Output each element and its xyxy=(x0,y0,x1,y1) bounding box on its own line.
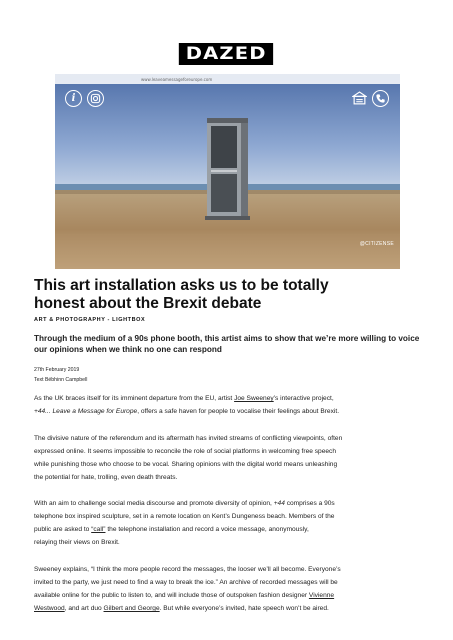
p3-italic: +44 xyxy=(273,500,285,507)
paragraph-2 xyxy=(34,432,429,484)
p2-line-3: while punishing those who choose to be vocal. Sharing opinions with the digital world means unleashing xyxy=(34,461,338,468)
publish-date: 27th February 2019 xyxy=(34,367,80,373)
article-headline: This art installation asks us to be totally honest about the Brexit debate xyxy=(34,277,329,312)
artist-link[interactable]: Joe Sweeney xyxy=(234,395,274,402)
p3-line-2: telephone box inspired sculpture, set in a remote location on Kent’s Dungeness beach. Members of the xyxy=(34,513,335,520)
hero-image xyxy=(55,74,400,269)
p1-text-c: , offers a safe haven for people to vocalise their feelings about Brexit. xyxy=(137,408,340,415)
p4-line-1: Sweeney explains, “I think the more people record the messages, the looser we’ll all become. Everyone’s xyxy=(34,566,341,573)
p3-line-3a: public are asked to xyxy=(34,526,92,533)
p1-text-b: ’s interactive project, xyxy=(273,395,334,402)
p4-line-4a: , and art duo xyxy=(64,605,104,612)
p3-text-b: comprises a 90s xyxy=(284,500,335,507)
photo-credit: @CITIZENSE xyxy=(359,241,394,247)
instagram-button[interactable] xyxy=(87,90,104,107)
header-bar xyxy=(0,40,453,68)
gilbert-george-link[interactable]: Gilbert and George xyxy=(103,605,160,612)
p4-line-4b: . But while everyone’s invited, hate speech won’t be aired. xyxy=(159,605,329,612)
p2-line-1: The divisive nature of the referendum and its aftermath has invited streams of conflicting viewpoints, often xyxy=(34,435,343,442)
p3-text-a: With an aim to challenge social media discourse and promote diversity of opinion, xyxy=(34,500,274,507)
p3-line-3b: the telephone installation and record a voice message, anonymously, xyxy=(105,526,309,533)
info-button[interactable] xyxy=(65,90,82,107)
p4-line-3a: available online for the public to listen to, and will include those of outspoken fashion designer xyxy=(34,592,309,599)
paragraph-4 xyxy=(34,563,429,615)
beach-photo xyxy=(55,74,400,269)
p4-line-2: invited to the party, we just need to find a way to break the ice.” An archive of recorded messages will be xyxy=(34,579,338,586)
phone-button[interactable] xyxy=(372,90,389,107)
paragraph-3 xyxy=(34,497,429,549)
vivienne-link[interactable]: Vivienne xyxy=(308,592,335,599)
article-standfirst: Through the medium of a 90s phone booth, this artist aims to show that we’re more willing to voice our opinions when we think no one can respond xyxy=(34,334,420,354)
mailbox-icon xyxy=(352,91,367,106)
section-label[interactable]: ART & PHOTOGRAPHY - LIGHTBOX xyxy=(34,317,146,323)
p2-line-2: expressed online. It seems impossible to reconcile the role of social platforms in welcoming free speech xyxy=(34,448,336,455)
westwood-link[interactable]: Westwood xyxy=(34,605,65,612)
call-link[interactable]: “call” xyxy=(91,526,106,533)
p2-line-4: the potential for hate, trolling, even death threats. xyxy=(34,474,178,481)
url-text: www.leaveamessageforeurope.com xyxy=(141,76,213,82)
instagram-icon xyxy=(90,93,101,104)
byline: Text Bébhinn Campbell xyxy=(34,377,88,383)
paragraph-1 xyxy=(34,392,429,418)
project-title: +44... Leave a Message for Europe xyxy=(34,408,138,415)
info-icon: i xyxy=(71,93,76,104)
mailbox-button[interactable] xyxy=(351,90,368,107)
url-bar xyxy=(55,74,400,84)
phone-icon xyxy=(375,93,386,104)
p1-text-a: As the UK braces itself for its imminent departure from the EU, artist xyxy=(34,395,235,402)
dazed-logo[interactable]: DAZED xyxy=(179,43,274,65)
p3-line-4: relaying their views on Brexit. xyxy=(34,539,120,546)
